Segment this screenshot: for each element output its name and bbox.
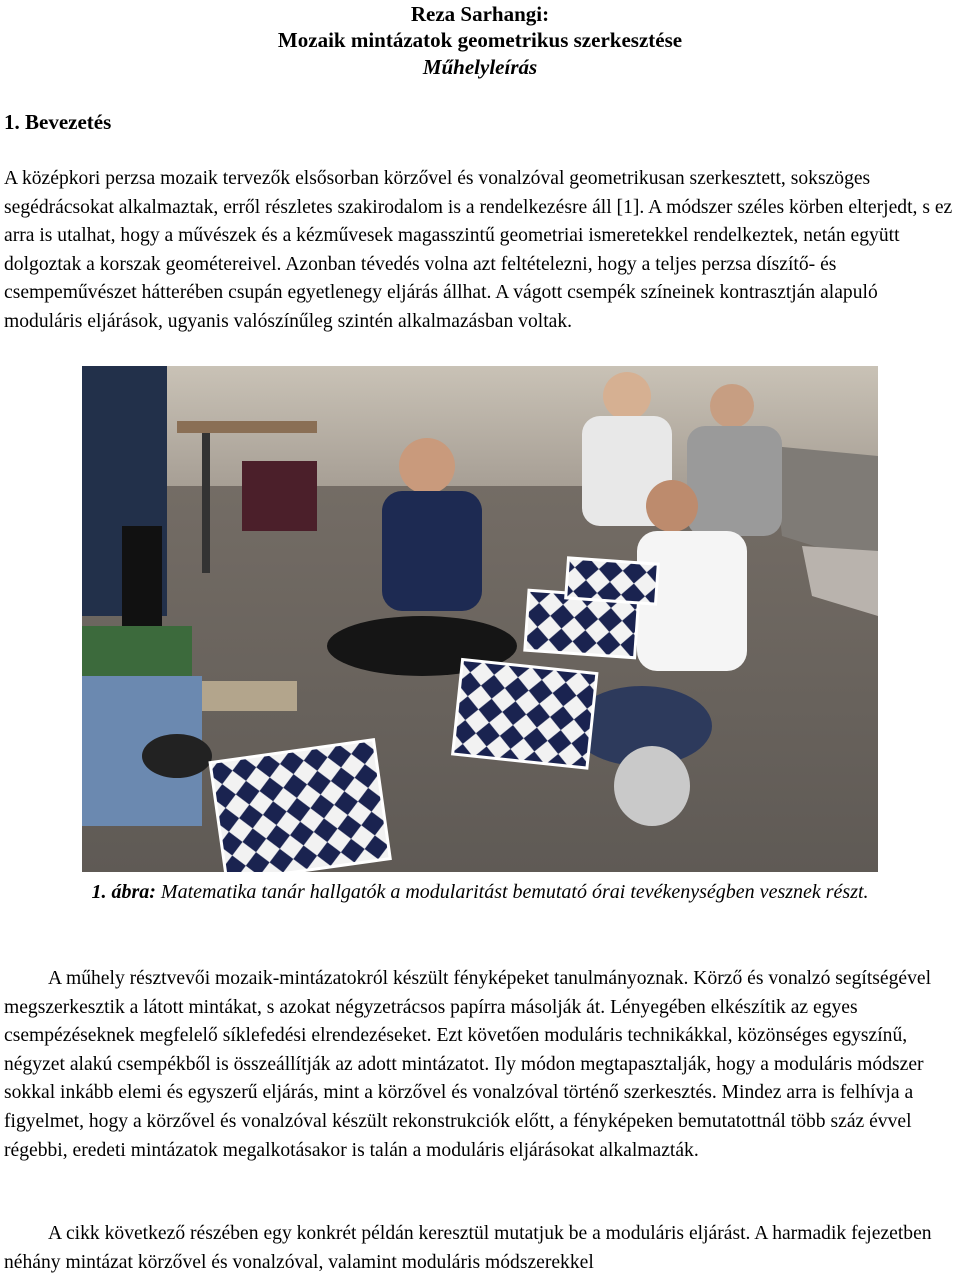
intro-paragraph: A középkori perzsa mozaik tervezők elsősorban körzővel és vonalzóval geometrikusan szerkesztett, sokszöges segédrácsokat alkalmaztak, erről részletes szakirodalom is a rendelkezésre áll [1]. A módszer széles körben elterjedt, s ez arra is utalhat, hogy a művészek és a kézművesek magasszintű geometriai ismeretekkel rendelkeztek, netán együtt dolgoztak a korszak geométereivel. Azonban tévedés volna azt feltételezni, hogy a teljes perzsa díszítő- és csempeművészet hátterében csupán egyetlenegy eljárás állhat. A vágott csempék színeinek kontrasztján alapuló moduláris eljárások, ugyanis valószínűleg szintén alkalmazásban voltak. — [4, 168, 953, 332]
document-subtitle: Műhelyleírás — [422, 55, 538, 79]
figure-label: 1. ábra: — [91, 881, 156, 903]
section-heading: 1. Bevezetés — [4, 110, 112, 134]
author-name: Reza Sarhangi: — [410, 2, 550, 26]
workshop-paragraph: A műhely résztvevői mozaik-mintázatokról készült fényképeket tanulmányoznak. Körző és vonalzó segítségével megszerkesztik a látott mintákat, s azokat négyzetrácsos papírra másolják át. Lényegében elkészítik az egyes csempézéseknek megfelelő síklefedési elrendezéseket. Ezt követően moduláris technikákkal, közönséges egyszínű, négyzet alakú csempékből is összeállítják az adott mintázatot. Ily módon megtapasztalják, hogy a moduláris módszer sokkal inkább elemi és egyszerű eljárás, mint a körzővel és vonalzóval történő szerkesztés. Mindez arra is felhívja a figyelmet, hogy a körzővel és vonalzóval készült rekonstrukciók előtt, a fényképeken bemutatottnál több száz évvel régebbi, eredeti mintázatok megalkotásakor is talán a moduláris eljárásokat alkalmazták. — [4, 968, 932, 1161]
figure-caption — [0, 878, 960, 907]
figure-caption-text: Matematika tanár hallgatók a modularitást bemutató órai tevékenységben vesznek részt. — [155, 881, 869, 903]
workshop-photo — [82, 366, 878, 872]
document-title: Mozaik mintázatok geometrikus szerkesztése — [277, 28, 683, 52]
next-paragraph: A cikk következő részében egy konkrét példán keresztül mutatjuk be a moduláris eljárást. A harmadik fejezetben néhány mintázat körzővel és vonalzóval, valamint moduláris módszerekkel — [4, 1223, 932, 1273]
